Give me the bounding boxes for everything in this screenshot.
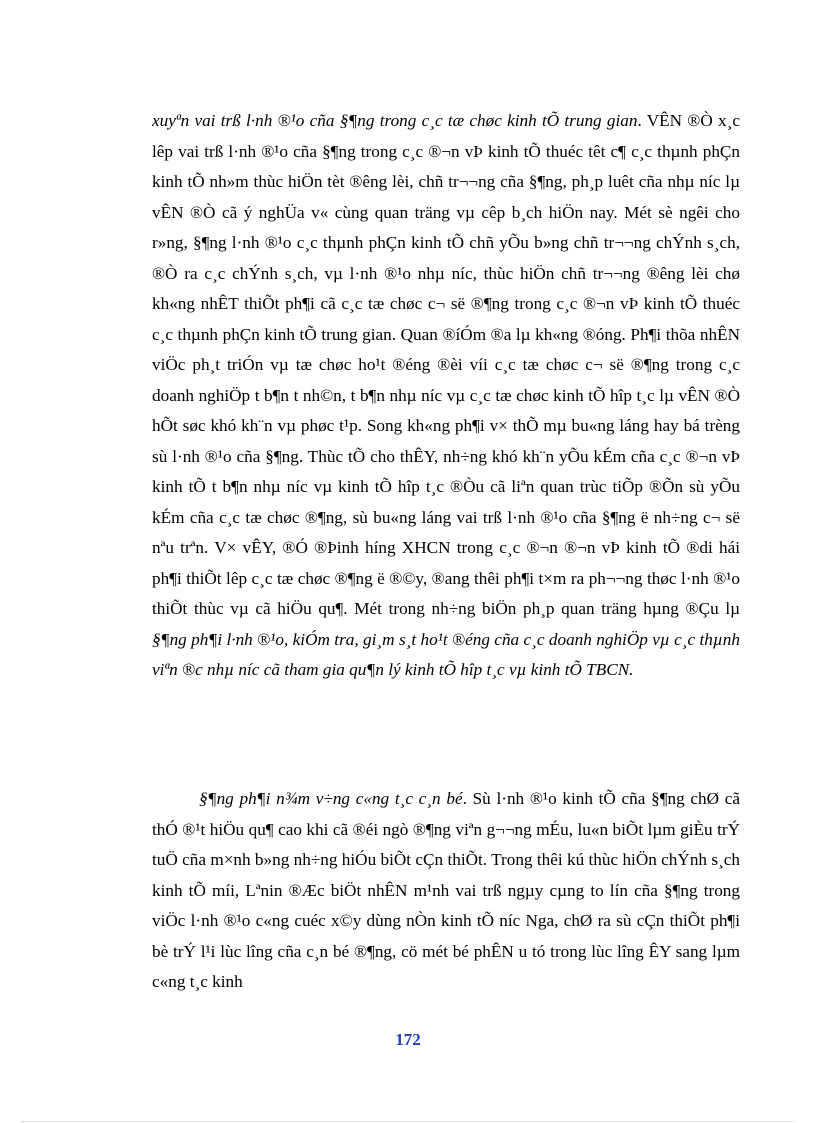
page-number: 172	[395, 1030, 421, 1049]
paragraph-2	[152, 784, 740, 998]
paragraph-2-text	[152, 784, 740, 998]
paragraph-1-italic-lead: xuyªn vai trß l·nh ®¹o cña §¶ng trong c¸c tæ chøc kinh tÕ trung gian	[152, 111, 638, 130]
paragraph-1-text	[152, 106, 740, 686]
paragraph-2-italic-lead: §¶ng ph¶i n¾m v÷ng c«ng t¸c c¸n bé	[199, 789, 463, 808]
page-bottom-divider	[22, 1121, 794, 1122]
paragraph-1-italic-tail: §¶ng ph¶i l·nh ®¹o, kiÓm tra, gi¸m s¸t ho¹t ®éng cña c¸c doanh nghiÖp vµ c¸c thµnh viªn ®c nhµ níc cã tham gia qu¶n lý kinh tÕ hîp t¸c vµ kinh tÕ TBCN.	[152, 629, 740, 679]
paragraph-2-body: . Sù l·nh ®¹o kinh tÕ cña §¶ng chØ cã thÓ ®¹t hiÖu qu¶ cao khi cã ®éi ngò ®¶ng viªn g¬¬ng mÉu, lu«n biÕt lµm giÈu trÝ tuÖ cña m×nh b»ng nh÷ng hiÓu biÕt cÇn thiÕt. Trong thêi kú thùc hiÖn chÝnh s¸ch kinh tÕ míi, Lªnin ®Æc biÖt nhÊN m¹nh vai trß ngµy cµng to lín cña §¶ng trong viÖc l·nh ®¹o c«ng cuéc x©y dùng nÒn kinh tÕ níc Nga, chØ ra sù cÇn thiÕt ph¶i bè trÝ l¹i lùc lîng cña c¸n bé ®¶ng, cö mét bé phÊN u tó trong lùc lîng ÊY sang lµm c«ng t¸c kinh	[152, 789, 741, 991]
paragraph-1	[152, 106, 740, 686]
paragraph-1-body: . VÊN ®Ò x¸c lêp vai trß l·nh ®¹o cña §¶ng trong c¸c ®¬n vÞ kinh tÕ thuéc têt c¶ c¸c thµnh phÇn kinh tÕ nh»m thùc hiÖn tèt ®êng lèi, chñ tr¬¬ng cña §¶ng, ph¸p luêt cña nhµ níc lµ vÊN ®Ò cã ý nghÜa v« cùng quan träng vµ cêp b¸ch hiÖn nay. Mét sè ngêi cho r»ng, §¶ng l·nh ®¹o c¸c thµnh phÇn kinh tÕ chñ yÕu b»ng chñ tr¬¬ng chÝnh s¸ch, ®Ò ra c¸c chÝnh s¸ch, vµ l·nh ®¹o nhµ níc, thùc hiÖn chñ tr¬¬ng ®êng lèi chø kh«ng nhÊT thiÕt ph¶i cã c¸c tæ chøc c¬ së ®¶ng trong c¸c ®¬n vÞ kinh tÕ thuéc c¸c thµnh phÇn kinh tÕ trung gian. Quan ®íÓm ®a lµ kh«ng ®óng. Ph¶i thõa nhÊN viÖc ph¸t triÓn vµ tæ chøc ho¹t ®éng ®èi víi c¸c tæ chøc c¬ së ®¶ng trong c¸c doanh nghiÖp t b¶n t nh©n, t b¶n nhµ níc vµ c¸c tæ chøc kinh tÕ hîp t¸c lµ vÊN ®Ò hÕt søc khó kh¨n vµ phøc t¹p. Song kh«ng ph¶i v× thÕ mµ bu«ng láng hay bá trèng sù l·nh ®¹o cña §¶ng. Thùc tÕ cho thÊY, nh÷ng khó kh¨n yÕu kÉm cña c¸c ®¬n vÞ kinh tÕ t b¶n nhµ níc vµ kinh tÕ hîp t¸c ®Òu cã liªn quan trùc tiÕp ®Õn sù yÕu kÉm cña c¸c tæ chøc ®¶ng, sù bu«ng láng vai trß l·nh ®¹o cña §¶ng ë nh÷ng c¬ së nªu trªn. V× vÊY, ®Ó ®Þinh híng XHCN trong c¸c ®¬n ®¬n vÞ kinh tÕ ®di hái ph¶i thiÕt lêp c¸c tæ chøc ®¶ng ë ®©y, ®ang thêi ph¶i t×m ra ph¬¬ng thøc l·nh ®¹o thiÕt thùc vµ cã hiÖu qu¶. Mét trong nh÷ng biÖn ph¸p quan träng hµng ®Çu lµ	[152, 111, 740, 618]
